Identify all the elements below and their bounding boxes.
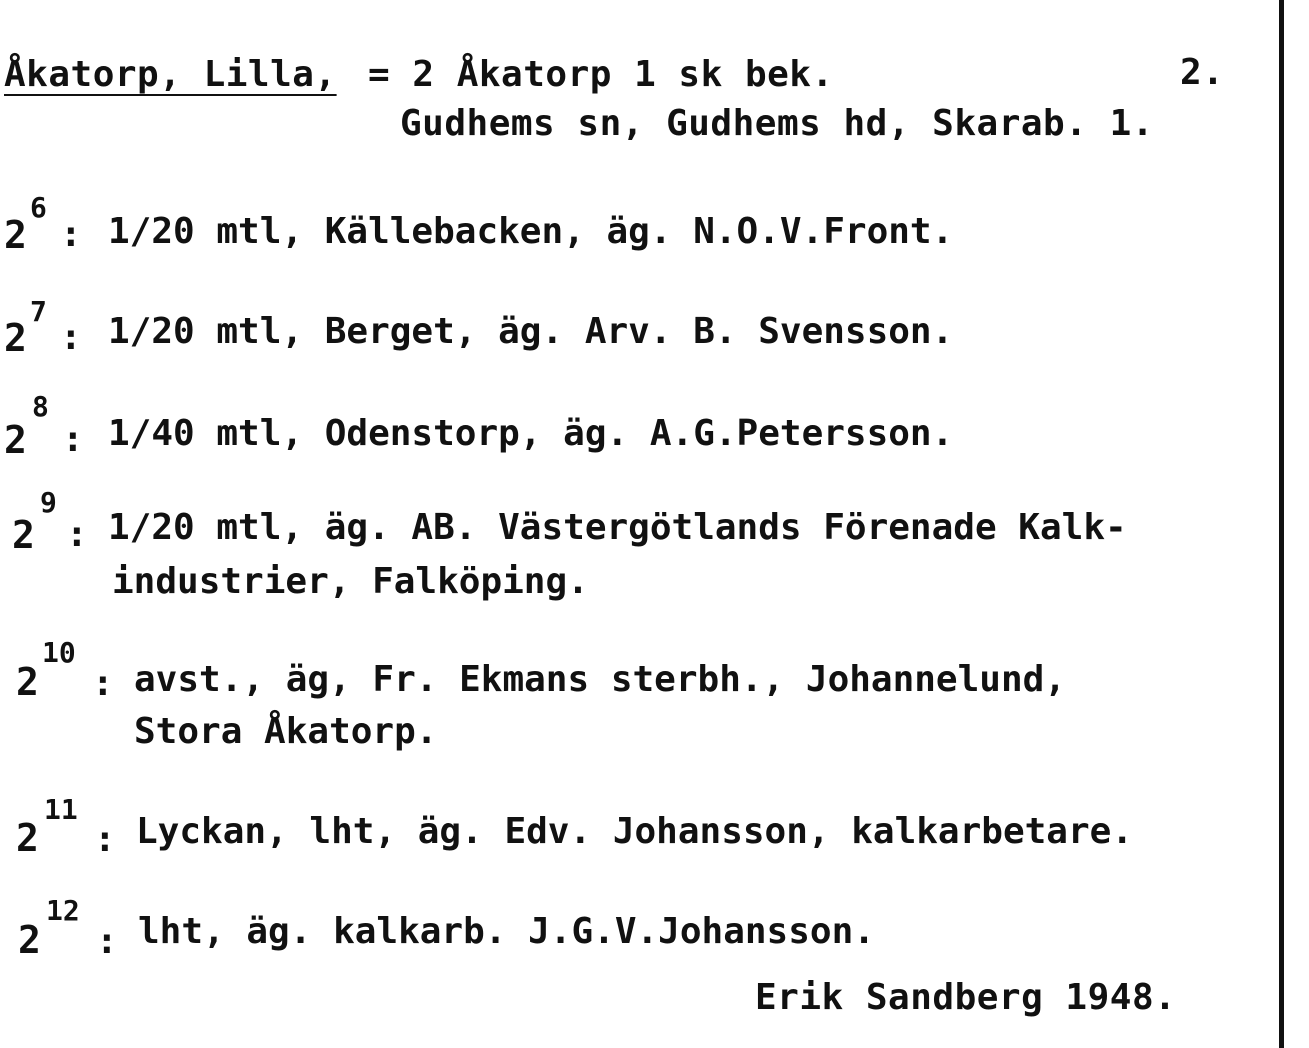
entry-superscript: 12 — [46, 894, 80, 927]
entry-text: Lyckan, lht, äg. Edv. Johansson, kalkarbetare. — [136, 811, 1133, 852]
entry-text: 1/40 mtl, Odenstorp, äg. A.G.Petersson. — [108, 413, 954, 454]
entry-superscript: 7 — [30, 295, 47, 328]
entry-base: 2 — [4, 418, 27, 462]
entry-text-continued: industrier, Falköping. — [112, 561, 589, 602]
place-name-heading: Åkatorp, Lilla, — [4, 54, 337, 95]
entry-colon: : — [62, 419, 84, 460]
entry-text: 1/20 mtl, Källebacken, äg. N.O.V.Front. — [108, 211, 954, 252]
entry-colon: : — [60, 214, 82, 255]
entry-text: 1/20 mtl, Berget, äg. Arv. B. Svensson. — [108, 311, 954, 352]
card-edge-rule — [1279, 0, 1284, 1048]
entry-base: 2 — [18, 918, 41, 962]
entry-superscript: 6 — [30, 191, 47, 224]
entry-base: 2 — [12, 513, 35, 557]
entry-superscript: 9 — [40, 486, 57, 519]
equivalence-note: = 2 Åkatorp 1 sk bek. — [368, 54, 834, 95]
entry-base: 2 — [4, 213, 27, 257]
entry-superscript: 11 — [44, 793, 78, 826]
entry-base: 2 — [4, 316, 27, 360]
entry-text: 1/20 mtl, äg. AB. Västergötlands Förenade Kalk- — [108, 507, 1127, 548]
entry-colon: : — [66, 514, 88, 555]
entry-text: avst., äg, Fr. Ekmans sterbh., Johannelund, — [134, 659, 1066, 700]
entry-text: lht, äg. kalkarb. J.G.V.Johansson. — [138, 911, 875, 952]
entry-text-continued: Stora Åkatorp. — [134, 711, 438, 752]
entry-colon: : — [94, 819, 116, 860]
entry-superscript: 10 — [42, 636, 76, 669]
card-number: 2. — [1180, 52, 1225, 93]
entry-base: 2 — [16, 816, 39, 860]
entry-colon: : — [96, 921, 118, 962]
parish-line: Gudhems sn, Gudhems hd, Skarab. 1. — [400, 103, 1154, 144]
signature: Erik Sandberg 1948. — [755, 977, 1177, 1018]
entry-superscript: 8 — [32, 390, 49, 423]
entry-colon: : — [60, 317, 82, 358]
entry-colon: : — [92, 663, 114, 704]
entry-base: 2 — [16, 660, 39, 704]
